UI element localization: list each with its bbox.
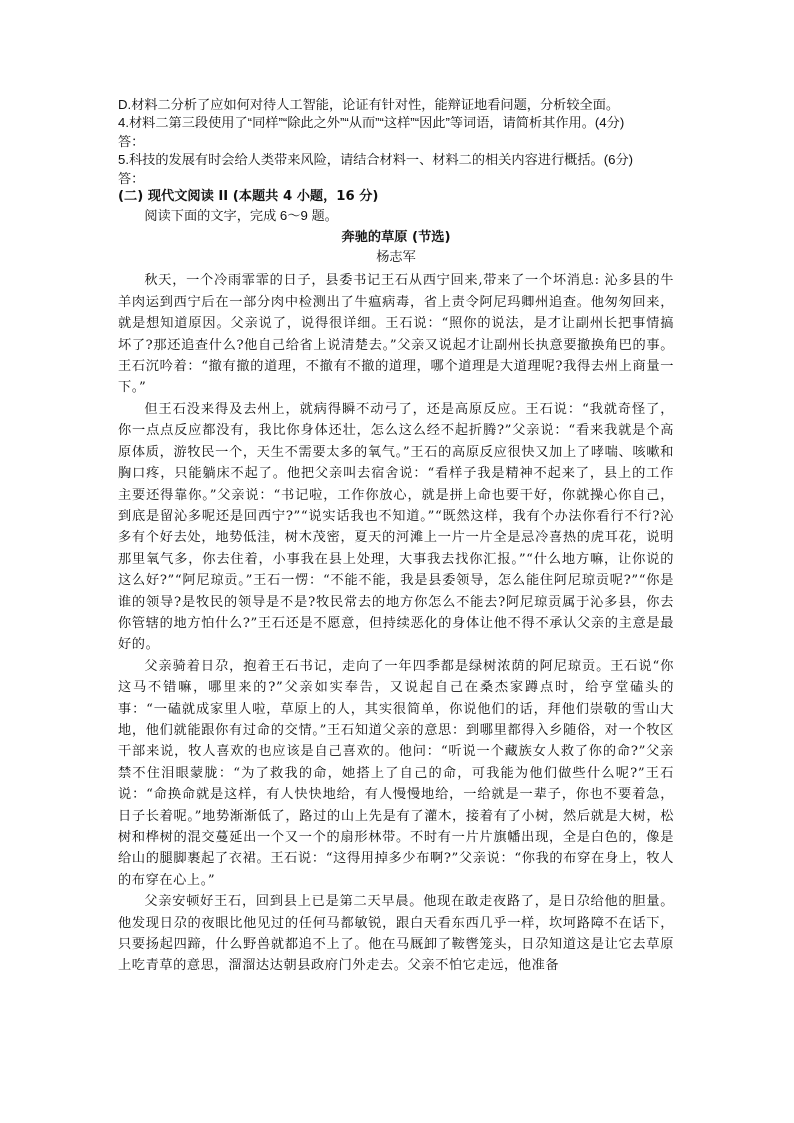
article-author: 杨志军 — [376, 250, 416, 266]
question-5: 5.科技的发展有时会给人类带来风险，请结合材料一、材料二的相关内容进行概括。(6分) — [118, 152, 634, 168]
section-instruction: 阅读下面的文字，完成 6～9 题。 — [144, 208, 338, 224]
article-paragraph-3: 父亲骑着日尕，抱着王石书记，走向了一年四季都是绿树浓荫的阿尼琼贡。王石说“你这马不错嘛，哪里来的?”父亲如实奉告，又说起自己在桑杰家蹲点时，给亨堂磕头的事：“一磕就成家里人啦，草原上的人，其实很简单，你说他们的话，拜他们崇敬的雪山大地，他们就能跟你有过命的交情。”王石知道父亲的意思：到哪里都得入乡随俗，对一个牧区干部来说，牧人喜欢的也应该是自己喜欢的。他问：“听说一个藏族女人救了你的命?”父亲禁不住泪眼蒙胧：“为了救我的命，她搭上了自己的命，可我能为他们做些什么呢?”王石说：“命换命就是这样，有人快快地给，有人慢慢地给，一给就是一辈子，你也不要着急，日子长着呢。”地势渐渐低了，路过的山上先是有了灌木，接着有了小树，然后就是大树，松树和桦树的混交蔓延出一个又一个的扇形林带。不时有一片片旗幡出现，全是白色的，像是给山的腿脚裹起了衣裙。王石说：“这得用掉多少布啊?”父亲说：“你我的布穿在身上，牧人的布穿在心上。” — [118, 658, 674, 888]
article-title: 奔驰的草原 (节选) — [341, 230, 451, 246]
question-4: 4.材料二第三段使用了“同样”“除此之外”“从而”“这样”“因此”等词语，请简析其作用。(4分) — [118, 115, 625, 131]
question-5-answer: 答： — [118, 170, 145, 186]
article-paragraph-2: 但王石没来得及去州上，就病得瞬不动弓了，还是高原反应。王石说：“我就奇怪了，你一点点反应都没有，我比你身体还壮，怎么这么经不起折腾?”父亲说：“看来我就是个高原体质，游牧民一个，天生不需要太多的氧气。”王石的高原反应很快又加上了哮喘、咳嗽和胸口疼，只能躺床不起了。他把父亲叫去宿舍说：“看样子我是精神不起来了，县上的工作主要还得靠你。”父亲说：“书记啦，工作你放心，就是拼上命也要干好，你就操心你自己，到底是留沁多呢还是回西宁?”“说实话我也不知道。”“既然这样，我有个办法你看行不行?沁多有个好去处，地势低洼，树木茂密，夏天的河滩上一片一片全是忌冷喜热的虎耳花，说明那里氧气多，你去住着，小事我在县上处理，大事我去找你汇报。”“什么地方嘛，让你说的这么好?”“阿尼琼贡。”王石一愣：“不能不能，我是县委领导，怎么能住阿尼琼贡呢?”“你是谁的领导?是牧民的领导是不是?牧民常去的地方你怎么不能去?阿尼琼贡属于沁多县，你去你管辖的地方怕什么?”王石还是不愿意，但持续恶化的身体让他不得不承认父亲的主意是最好的。 — [118, 401, 674, 653]
article-paragraph-1: 秋天，一个冷雨霏霏的日子，县委书记王石从西宁回来,带来了一个坏消息: 沁多县的牛羊肉运到西宁后在一部分肉中检测出了牛瘟病毒，省上责令阿尼玛卿州追查。他匆匆回来，就是想知道原因。父亲说了，说得很详细。王石说：“照你的说法，是才让副州长把事情搞坏了?那还追查什么?他自己给省上说清楚去。”父亲又说起才让副州长执意要撤换角巴的事。王石沉吟着：“撤有撤的道理，不撤有不撤的道理，哪个道理是大道理呢?我得去州上商量一下。” — [118, 273, 674, 396]
document-page — [118, 96, 674, 977]
question-3-option-d: D.材料二分析了应如何对待人工智能，论证有针对性，能辩证地看问题，分析较全面。 — [118, 97, 620, 112]
section-heading: (二) 现代文阅读 II (本题共 4 小题，16 分) — [118, 189, 379, 205]
article-paragraph-4: 父亲安顿好王石，回到县上已是第二天早晨。他现在敢走夜路了，是日尕给他的胆量。他发现日尕的夜眼比他见过的任何马都敏锐，跟白天看东西几乎一样，坎坷路障不在话下，只要扬起四蹄，什么野兽就都追不上了。他在马厩卸了鞍辔笼头，日尕知道这是让它去草原上吃青草的意思，溜溜达达朝县政府门外走去。父亲不怕它走远，他准备 — [118, 894, 674, 974]
question-4-answer: 答： — [118, 133, 145, 149]
